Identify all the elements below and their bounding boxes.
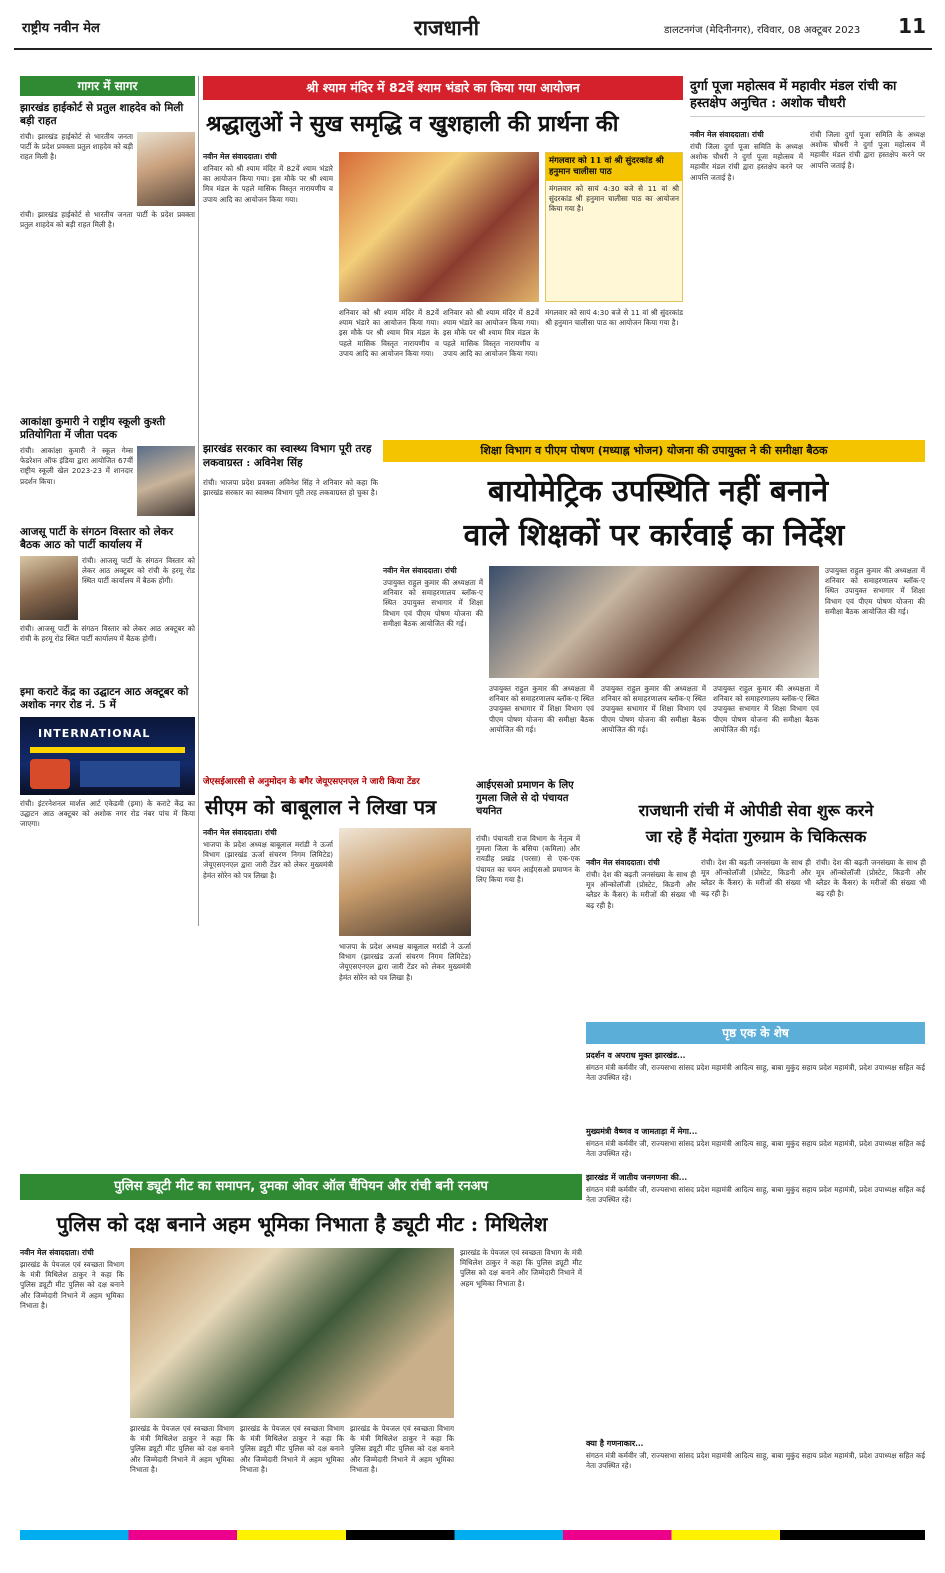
health-lead: रांची। भाजपा प्रदेश प्रवक्ता अविनेश सिंह ने शनिवार को कहा कि झारखंड सरकार का स्वास्थ्य विभाग पूरी तरह लकवाग्रस्त हो चुका है। — [203, 478, 378, 498]
jsr-body — [203, 828, 471, 1018]
shyam-byline: नवीन मेल संवाददाता। रांची — [203, 152, 277, 161]
ias-headline: आईएसओ प्रमाणन के लिए गुमला जिले से दो पंचायत चयनित — [476, 780, 574, 817]
biometric-headline-line2: वाले शिक्षकों पर कार्रवाई का निर्देश — [463, 518, 845, 553]
biometric-byline: नवीन मेल संवाददाता। रांची — [383, 566, 457, 575]
opd-headline-line2: जा रहे हैं मेदांता गुरुग्राम के चिकित्सक — [645, 827, 867, 846]
babulal-photo — [339, 828, 471, 936]
page-number: 11 — [898, 14, 926, 38]
durga-body — [690, 130, 925, 435]
opd-byline: नवीन मेल संवाददाता। रांची — [586, 858, 660, 867]
opd-body — [586, 858, 926, 1018]
story-prathul-lead: रांची। झारखंड हाईकोर्ट से भारतीय जनता पार्टी के प्रदेश प्रवक्ता प्रतुल शाहदेव को बड़ी राहत मिली है। — [20, 132, 133, 162]
story-ajsu-title: आजसू पार्टी के संगठन विस्तार को लेकर बैठक आठ को पार्टी कार्यालय में — [20, 526, 174, 551]
shyam-sidebar-text: मंगलवार को सायं 4:30 बजे से 11 वां श्री सुंदरकांड श्री हनुमान चालीसा पाठ का आयोजन किया गया है। — [549, 184, 679, 214]
police-body-col5: झारखंड के पेयजल एवं स्वच्छता विभाग के मंत्री मिथिलेश ठाकुर ने कहा कि पुलिस ड्यूटी मीट पुलिस को दक्ष बनाने और जिम्मेदारी निभाने में अहम भूमिका निभाता है। — [460, 1248, 582, 1288]
masthead — [14, 10, 932, 50]
newspaper-brand: राष्ट्रीय नवीन मेल — [22, 21, 100, 36]
left-column-header: गागर में सागर — [20, 76, 195, 96]
prishth-text3: संगठन मंत्री कर्मवीर जी, राज्यसभा सांसद प्रदेश महामंत्री आदित्य साहू, बाबा मुकुंद सहाय प्रदेश महामंत्री, प्रदेश उपाध्यक्ष सहित कई नेता उपस्थित रहे। — [586, 1185, 925, 1205]
column-divider — [198, 76, 199, 926]
prishth-item4: क्या है गणनाकार... — [586, 1438, 644, 1448]
prishth-body — [586, 1050, 925, 1520]
shyam-headline: श्रद्धालुओं ने सुख समृद्धि व खुशहाली की प्रार्थना की — [206, 111, 619, 137]
durga-byline: नवीन मेल संवाददाता। रांची — [690, 130, 764, 139]
section-title: राजधानी — [414, 15, 480, 40]
jsr-headline: सीएम को बाबूलाल ने लिखा पत्र — [205, 795, 437, 819]
opd-lead: रांची। देश की बढ़ती जनसंख्या के साथ ही मूत्र ऑन्कोलॉजी (प्रोस्टेट, किडनी और ब्लैडर के कैंसर) के मरीजों की संख्या भी बढ़ रही है। — [586, 870, 696, 910]
ajsu-photo — [20, 556, 78, 620]
durga-headline: दुर्गा पूजा महोत्सव में महावीर मंडल रांची का हस्तक्षेप अनुचित : अशोक चौधरी — [690, 78, 925, 117]
jsr-body-col2: भाजपा के प्रदेश अध्यक्ष बाबूलाल मरांडी ने ऊर्जा विभाग (झारखंड ऊर्जा संचरण निगम लिमिटेड) जेयूएसएनएल द्वारा जारी टेंडर को लेकर मुख्यमंत्री हेमंत सोरेन को पत्र लिखा है। — [339, 942, 471, 982]
police-kicker: पुलिस ड्यूटी मीट का समापन, दुमका ओवर ऑल चैंपियन और रांची बनी रनअप — [20, 1174, 582, 1200]
prishth-item2: मुख्यमंत्री वैष्णव व जामताड़ा में मेगा... — [586, 1126, 698, 1136]
jsr-lead: भाजपा के प्रदेश अध्यक्ष बाबूलाल मरांडी ने ऊर्जा विभाग (झारखंड ऊर्जा संचरण निगम लिमिटेड) जेयूएसएनएल द्वारा जारी टेंडर को लेकर मुख्यमंत्री हेमंत सोरेन को पत्र लिखा है। — [203, 840, 333, 880]
story-prathul-title: झारखंड हाईकोर्ट से प्रतुल शाहदेव को मिली बड़ी राहत — [20, 102, 184, 127]
biometric-lead: उपायुक्त राहुल कुमार की अध्यक्षता में शनिवार को समाहरणालय ब्लॉक-ए स्थित उपायुक्त सभागार में शिक्षा विभाग एवं पीएम पोषण योजना की समीक्षा बैठक आयोजित की गई। — [383, 578, 483, 628]
biometric-body-col5: उपायुक्त राहुल कुमार की अध्यक्षता में शनिवार को समाहरणालय ब्लॉक-ए स्थित उपायुक्त सभागार में शिक्षा विभाग एवं पीएम पोषण योजना की समीक्षा बैठक आयोजित की गई। — [825, 566, 925, 616]
biometric-body-col4: उपायुक्त राहुल कुमार की अध्यक्षता में शनिवार को समाहरणालय ब्लॉक-ए स्थित उपायुक्त सभागार में शिक्षा विभाग एवं पीएम पोषण योजना की समीक्षा बैठक आयोजित की गई। — [713, 684, 819, 734]
health-headline: झारखंड सरकार का स्वास्थ्य विभाग पूरी तरह लकवाग्रस्त : अविनेश सिंह — [203, 443, 372, 469]
prishth-item1: प्रदर्शन व अपराध मुक्त झारखंड... — [586, 1050, 686, 1060]
police-body-col3: झारखंड के पेयजल एवं स्वच्छता विभाग के मंत्री मिथिलेश ठाकुर ने कहा कि पुलिस ड्यूटी मीट पुलिस को दक्ष बनाने और जिम्मेदारी निभाने में अहम भूमिका निभाता है। — [240, 1424, 344, 1474]
shyam-lead: शनिवार को श्री श्याम मंदिर में 82वें श्याम भंडारे का आयोजन किया गया। इस मौके पर श्री श्याम मित्र मंडल के पहले मासिक विस्तृत नारायणीय व उपाय आदि का आयोजन किया गया। — [203, 164, 333, 204]
opd-body-col2: रांची। देश की बढ़ती जनसंख्या के साथ ही मूत्र ऑन्कोलॉजी (प्रोस्टेट, किडनी और ब्लैडर के कैंसर) के मरीजों की संख्या भी बढ़ रही है। — [701, 858, 811, 898]
police-lead: झारखंड के पेयजल एवं स्वच्छता विभाग के मंत्री मिथिलेश ठाकुर ने कहा कि पुलिस ड्यूटी मीट पुलिस को दक्ष बनाने और जिम्मेदारी निभाने में अहम भूमिका निभाता है। — [20, 1260, 124, 1310]
shyam-kicker: श्री श्याम मंदिर में 82वें श्याम भंडारे का किया गया आयोजन — [203, 76, 683, 100]
story-ajsu-lead: रांची। आजसू पार्टी के संगठन विस्तार को लेकर आठ अक्टूबर को रांची के हरमू रोड स्थित पार्टी कार्यालय में बैठक होगी। — [82, 556, 195, 586]
story-akanksha-title: आकांक्षा कुमारी ने राष्ट्रीय स्कूली कुश्ती प्रतियोगिता में जीता पदक — [20, 416, 166, 441]
ias-lead: रांची। पंचायती राज विभाग के नेतृत्व में गुमला जिला के बसिया (कमिला) और रायडीह प्रखंड (परसा) से एक-एक पंचायत का चयन आईएसओ प्रमाणन के लिए किया गया है। — [476, 834, 580, 884]
durga-lead: रांची जिला दुर्गा पूजा समिति के अध्यक्ष अशोक चौधरी ने दुर्गा पूजा महोत्सव में महावीर मंडल रांची द्वारा हस्तक्षेप करने पर आपत्ति जताई है। — [690, 142, 803, 182]
police-body — [20, 1248, 582, 1520]
jsr-byline: नवीन मेल संवाददाता। रांची — [203, 828, 277, 837]
shyam-sidebar-title: मंगलवार को 11 वां श्री सुंदरकांड श्री हनुमान चालीसा पाठ — [546, 153, 682, 181]
prishth-text4: संगठन मंत्री कर्मवीर जी, राज्यसभा सांसद प्रदेश महामंत्री आदित्य साहू, बाबा मुकुंद सहाय प्रदेश महामंत्री, प्रदेश उपाध्यक्ष सहित कई नेता उपस्थित रहे। — [586, 1451, 925, 1471]
shyam-sidebar — [545, 152, 683, 302]
dateline: डालटनगंज (मेदिनीनगर), रविवार, 08 अक्टूबर 2023 — [664, 25, 861, 36]
opd-headline-line1: राजधानी रांची में ओपीडी सेवा शुरू करने — [638, 801, 874, 820]
biometric-body-col2: उपायुक्त राहुल कुमार की अध्यक्षता में शनिवार को समाहरणालय ब्लॉक-ए स्थित उपायुक्त सभागार में शिक्षा विभाग एवं पीएम पोषण योजना की समीक्षा बैठक आयोजित की गई। — [489, 684, 594, 734]
shyam-body-col3: शनिवार को श्री श्याम मंदिर में 82वें श्याम भंडारे का आयोजन किया गया। इस मौके पर श्री श्याम मित्र मंडल के पहले मासिक विस्तृत नारायणीय व उपाय आदि का आयोजन किया गया। — [443, 308, 539, 358]
police-headline: पुलिस को दक्ष बनाने अहम भूमिका निभाता है ड्यूटी मीट : मिथिलेश — [56, 1212, 548, 1236]
prathul-photo — [137, 132, 195, 206]
biometric-headline-line1: बायोमेट्रिक उपस्थिति नहीं बनाने — [487, 474, 829, 509]
police-body-col4: झारखंड के पेयजल एवं स्वच्छता विभाग के मंत्री मिथिलेश ठाकुर ने कहा कि पुलिस ड्यूटी मीट पुलिस को दक्ष बनाने और जिम्मेदारी निभाने में अहम भूमिका निभाता है। — [350, 1424, 454, 1474]
story-ajsu-body: रांची। आजसू पार्टी के संगठन विस्तार को लेकर आठ अक्टूबर को रांची के हरमू रोड स्थित पार्टी कार्यालय में बैठक होगी। — [20, 624, 195, 644]
durga-body-col2: रांची जिला दुर्गा पूजा समिति के अध्यक्ष अशोक चौधरी ने दुर्गा पूजा महोत्सव में महावीर मंडल रांची द्वारा हस्तक्षेप करने पर आपत्ति जताई है। — [810, 130, 925, 170]
police-photo — [130, 1248, 454, 1418]
story-akanksha-lead: रांची। आकांक्षा कुमारी ने स्कूल गेम्स फेडरेशन ऑफ इंडिया द्वारा आयोजित 67वीं राष्ट्रीय स्कूली खेल 2023-23 में शानदार प्रदर्शन किया। — [20, 446, 133, 486]
left-column — [20, 76, 195, 926]
opd-body-col3: रांची। देश की बढ़ती जनसंख्या के साथ ही मूत्र ऑन्कोलॉजी (प्रोस्टेट, किडनी और ब्लैडर के कैंसर) के मरीजों की संख्या भी बढ़ रही है। — [816, 858, 926, 898]
shyam-body-col2: शनिवार को श्री श्याम मंदिर में 82वें श्याम भंडारे का आयोजन किया गया। इस मौके पर श्री श्याम मित्र मंडल के पहले मासिक विस्तृत नारायणीय व उपाय आदि का आयोजन किया गया। — [339, 308, 439, 358]
prishth-lead: संगठन मंत्री कर्मवीर जी, राज्यसभा सांसद प्रदेश महामंत्री आदित्य साहू, बाबा मुकुंद सहाय प्रदेश महामंत्री, प्रदेश उपाध्यक्ष सहित कई नेता उपस्थित रहे। — [586, 1063, 925, 1083]
shyam-body — [203, 152, 683, 437]
biometric-body — [383, 566, 925, 776]
shyam-body-col4: मंगलवार को सायं 4:30 बजे से 11 वां श्री सुंदरकांड श्री हनुमान चालीसा पाठ का आयोजन किया गया है। — [545, 308, 683, 328]
police-body-col2: झारखंड के पेयजल एवं स्वच्छता विभाग के मंत्री मिथिलेश ठाकुर ने कहा कि पुलिस ड्यूटी मीट पुलिस को दक्ष बनाने और जिम्मेदारी निभाने में अहम भूमिका निभाता है। — [130, 1424, 234, 1474]
footer-color-bar — [20, 1530, 925, 1540]
prishth-header-box — [586, 1022, 925, 1044]
shyam-photo — [339, 152, 539, 302]
story-ima-title: इमा कराटे केंद्र का उद्घाटन आठ अक्टूबर को अशोक नगर रोड नं. 5 में — [20, 686, 189, 711]
prishth-text2: संगठन मंत्री कर्मवीर जी, राज्यसभा सांसद प्रदेश महामंत्री आदित्य साहू, बाबा मुकुंद सहाय प्रदेश महामंत्री, प्रदेश उपाध्यक्ष सहित कई नेता उपस्थित रहे। — [586, 1139, 925, 1159]
prishth-header: पृष्ठ एक के शेष — [722, 1026, 789, 1040]
story-prathul-body: रांची। झारखंड हाईकोर्ट से भारतीय जनता पार्टी के प्रदेश प्रवक्ता प्रतुल शाहदेव को बड़ी राहत मिली है। — [20, 210, 195, 230]
jsr-kicker: जेएसईआरसी से अनुमोदन के बगैर जेयूएसएनएल ने जारी किया टेंडर — [203, 777, 420, 787]
akanksha-photo — [137, 446, 195, 516]
biometric-photo — [489, 566, 819, 678]
ima-poster-text: INTERNATIONAL — [38, 727, 151, 740]
biometric-body-col3: उपायुक्त राहुल कुमार की अध्यक्षता में शनिवार को समाहरणालय ब्लॉक-ए स्थित उपायुक्त सभागार में शिक्षा विभाग एवं पीएम पोषण योजना की समीक्षा बैठक आयोजित की गई। — [601, 684, 706, 734]
prishth-item3: झारखंड में जातीय जनगणना की... — [586, 1172, 688, 1182]
biometric-kicker: शिक्षा विभाग व पीएम पोषण (मध्याह्न भोजन) योजना की उपायुक्त ने की समीक्षा बैठक — [383, 440, 925, 462]
story-ima-lead: रांची। इंटरनेशनल मार्शल आर्ट एकेडमी (इमा) के कराटे केंद्र का उद्घाटन आठ अक्टूबर को अशोक नगर रोड नंबर पांच में किया जाएगा। — [20, 799, 195, 829]
ima-poster — [20, 717, 195, 795]
police-byline: नवीन मेल संवाददाता। रांची — [20, 1248, 94, 1257]
